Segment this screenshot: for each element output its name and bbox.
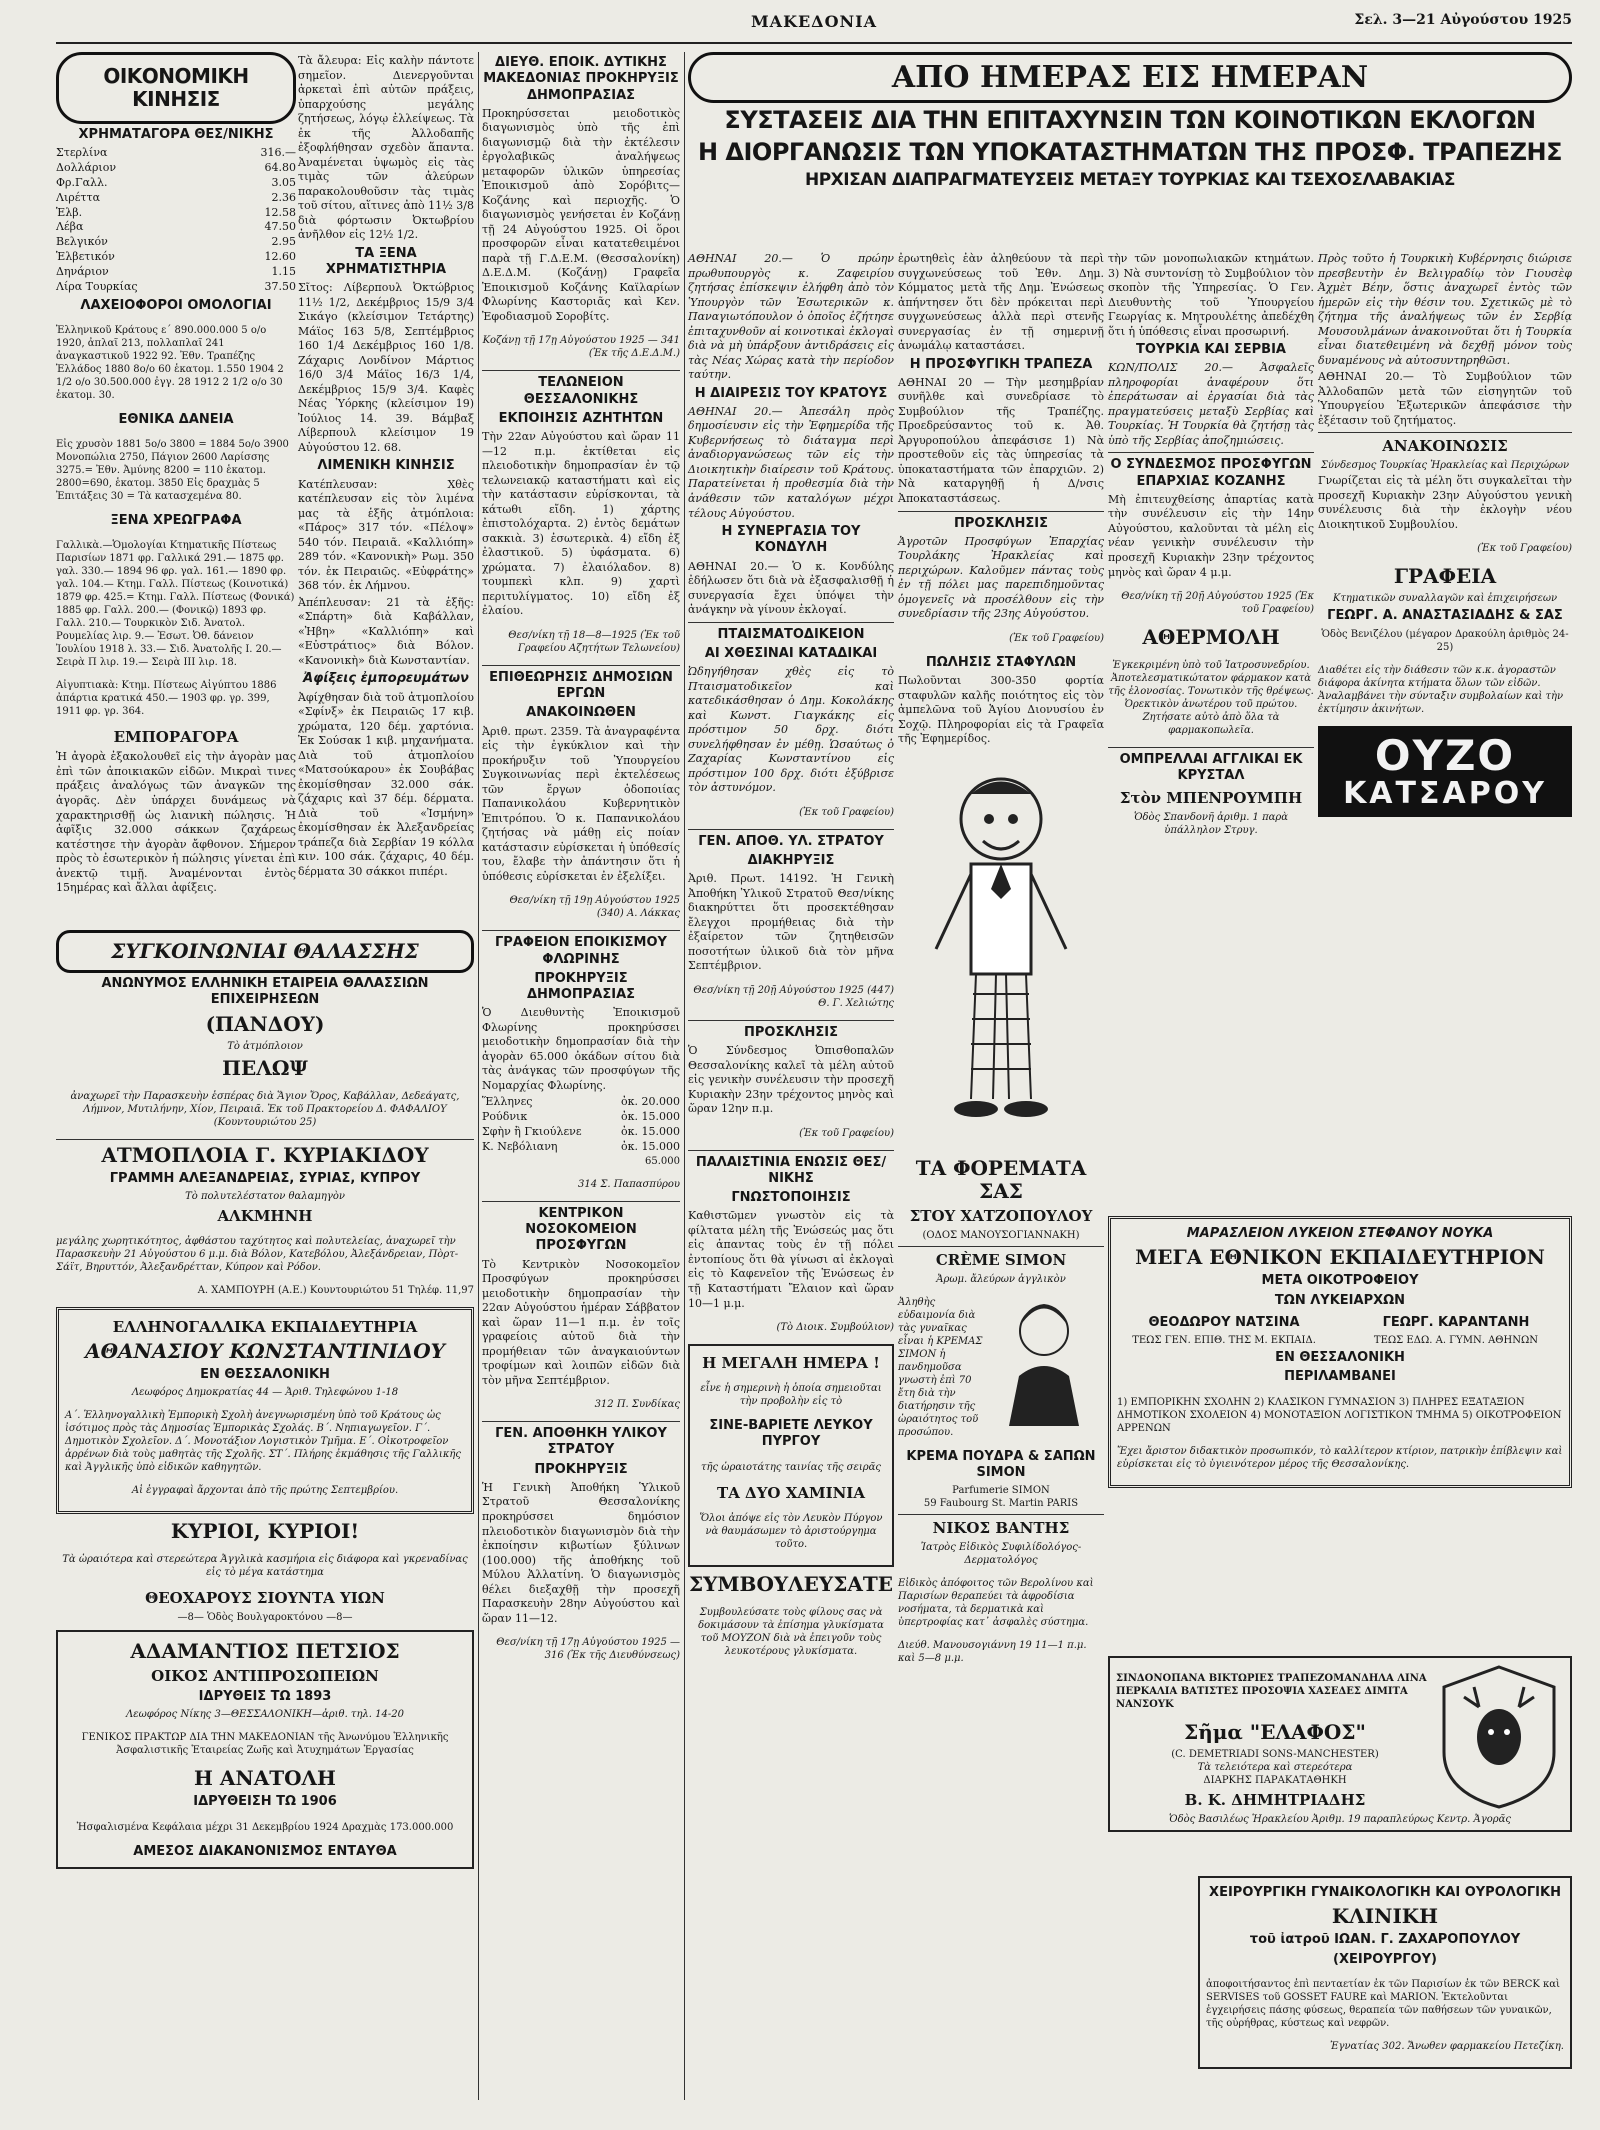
- turkey-text: Πρὸς τοῦτο ἡ Τουρκικὴ Κυβέρνησις διώρισε πρεσβευτὴν ἐν Βελιγραδίῳ τὸν Γιουσὲφ Ἀχμὲτ Βέην, ὅστις ἀναχωρεῖ ἐντὸς τῶν ἡμερῶν εἰς τὴν θέσιν του. Σχετικῶς μὲ τὸ ζήτημα τῆς ἀναλήψεως τῶν ἐν Σερβίᾳ Μουσουλμάνων ἀνακοινοῦται ὅτι ἡ Τουρκία εἶναι διατεθειμένη νὰ δεχθῇ μόνον τοὺς δυναμένους νὰ αὐτοσυντηρηθῶσι.: [1318, 252, 1572, 367]
- row-name: Ρούδνικ: [482, 1110, 528, 1124]
- umbrellas-shop: Στὸν ΜΠΕΝΡΟΥΜΠΗ: [1119, 788, 1303, 807]
- bonds-title: ΛΑΧΕΙΟΦΟΡΟΙ ΟΜΟΛΟΓΙΑΙ: [80, 297, 272, 313]
- elafos-address: Ὁδὸς Βασιλέως Ἡρακλείου Ἀριθμ. 19 παραπλεύρως Κεντρ. Ἀγορᾶς: [1169, 1814, 1511, 1825]
- cartoon-man-illustration: [898, 749, 1104, 1149]
- thermoli-title: ΑΘΕΡΜΟΛΗ: [1142, 625, 1280, 650]
- clinic-ad: [1198, 1876, 1572, 2069]
- row-value: 316.—: [260, 146, 296, 160]
- foreign-securities-title: ΞΕΝΑ ΧΡΕΩΓΡΑΦΑ: [110, 513, 242, 529]
- hospital-sign: 312 Π. Συνδίκας: [594, 1399, 680, 1411]
- table-row: [56, 206, 296, 221]
- pal-title: ΠΑΛΑΙΣΤΙΝΙΑ ΕΝΩΣΙΣ ΘΕΣ/ΝΙΚΗΣ: [695, 1154, 887, 1186]
- row-name: Δηνάριον: [56, 265, 109, 278]
- notices-sub: Σύνδεσμος Τουρκίας Ἡρακλείας καὶ Περιχώρων: [1320, 460, 1570, 472]
- ladies-sign: Θεσ/νίκη τῇ 20ῇ Αὐγούστου 1925 (Ἐκ τοῦ Γραφείου): [1121, 591, 1314, 616]
- pal-sub: ΓΝΩΣΤΟΠΟΙΗΣΙΣ: [731, 1190, 851, 1206]
- kyrioi-address: —8— Ὁδὸς Βουλγαροκτόνου —8—: [177, 1612, 353, 1623]
- umbrellas-address: Ὁδὸς Σπανδονῆ ἀριθμ. 1 παρὰ ὑπάλληλον Στρυγ.: [1133, 811, 1289, 836]
- army-sub: ΔΙΑΚΗΡΥΞΙΣ: [747, 852, 835, 868]
- shipping-title: ΣΥΓΚΟΙΝΩΝΙΑΙ ΘΑΛΑΣΣΗΣ: [111, 939, 419, 963]
- customs-text: Τὴν 22αν Αὐγούστου καὶ ὥραν 11—12 π.μ. ἐκτίθεται εἰς πλειοδοτικὴν δημοπρασίαν ἐν τῷ τελωνειακῷ καταστήματι καὶ εἰς τὴν κατάστασιν εὑρίσκονται, τὰ κάτωθι εἴδη. 1) χάρτης ἐπιστολόχαρτα. 2) ἐντὸς δεμάτων σακκιὰ. 3) ἐσωτερικὰ. 4) εἴδη ἐξ ἐλαστικοῦ. 5) ὑφάσματα. 6) χρώματα. 7) ἐλαιόλαδον. 8) τουμπεκὶ κλπ. 9) χαρτὶ περιτυλίγματος. 10) εἴδη ἐξ ἐλαίου.: [482, 430, 680, 618]
- marasleion-heads: ΤΩΝ ΛΥΚΕΙΑΡΧΩΝ: [1274, 1292, 1406, 1308]
- great-day-film: ΤΑ ΔΥΟ ΧΑΜΙΝΙΑ: [717, 1483, 865, 1502]
- headline-1: ΣΥΣΤΑΣΕΙΣ ΔΙΑ ΤΗΝ ΕΠΙΤΑΧΥΝΣΙΝ ΤΩΝ ΚΟΙΝΟΤΙΚΩΝ ΕΚΛΟΓΩΝ: [724, 106, 1536, 134]
- row-name: Λίρα Τουρκίας: [56, 279, 138, 293]
- states-title: Η ΔΙΑΙΡΕΣΙΣ ΤΟΥ ΚΡΑΤΟΥΣ: [694, 385, 888, 401]
- invite2-text: Ἀγροτῶν Προσφύγων Ἐπαρχίας Τουρλάκης Ἠρακλείας καὶ περιχώρων. Καλοῦμεν πάντας τοὺς ἐν τῇ πόλει μας παρεπιδημοῦντας ὁμογενεῖς νὰ προσέλθουν εἰς τὴν συνεδρίασιν τῆς 23ης Αὐγούστου.: [898, 534, 1104, 621]
- school-city: ΕΝ ΘΕΣΣΑΛΟΝΙΚΗ: [200, 1366, 330, 1382]
- table-row: [56, 250, 296, 265]
- marasleion-includes: ΠΕΡΙΛΑΜΒΑΝΕΙ: [1284, 1369, 1396, 1385]
- thermoli-text: Ἐγκεκριμένη ὑπὸ τοῦ Ἰατροσυνεδρίου. Ἀποτελεσματικώτατον φάρμακον κατὰ τῆς ἑλονοσίας. Τονωτικὸν τῆς θρέψεως. Ὀρεκτικὸν ἀνωτέρου τοῦ πρώτου. Ζητήσατε αὐτὸ ἀπὸ ὅλα τὰ φαρμακοπωλεῖα.: [1108, 660, 1314, 737]
- ouzo-ad: [1318, 726, 1572, 818]
- konayan-title: Η ΣΥΝΕΡΓΑΣΙΑ ΤΟΥ ΚΟΝΔΥΛΗ: [721, 524, 861, 556]
- row-name: Στερλίνα: [56, 146, 108, 160]
- petsios-company: Η ΑΝΑΤΟΛΗ: [194, 1766, 336, 1791]
- ktimatikon-sub: Κτηματικῶν συναλλαγῶν καὶ ἐπιχειρήσεων: [1332, 593, 1558, 605]
- creme-address: 59 Faubourg St. Martin PARIS: [923, 1498, 1079, 1510]
- elafos-slogan: Τὰ τελειότερα καὶ στερεότερα: [1197, 1762, 1353, 1773]
- vantis-text: Εἰδικὸς ἀπόφοιτος τῶν Βερολίνου καὶ Παρισίων θεραπεύει τὰ ἀφροδίσια νοσήματα, τὰ δερματικὰ καὶ ὑπερτροφίας κατ᾽ ἀσφαλὲς σύστημα.: [898, 1578, 1094, 1629]
- creme-title: CRÈME SIMON: [935, 1250, 1067, 1269]
- vantis-title: ΝΙΚΟΣ ΒΑΝΤΗΣ: [932, 1519, 1070, 1538]
- vantis-address: Διεύθ. Μανουσογιάννη 19 11—1 π.μ. καὶ 5—8 μ.μ.: [898, 1640, 1087, 1665]
- ladies-text: Μὴ ἐπιτευχθείσης ἀπαρτίας κατὰ τὴν συνέλευσιν εἰς τὴν 14ην Αὐγούστου, καλοῦνται τὰ μέλη εἰς νέαν γενικὴν συνέλευσιν τὴν προσεχῆ Κυριακὴν 23ην τρέχοντος μηνὸς καὶ ὥραν 4 μ.μ.: [1108, 492, 1314, 579]
- creme-parfumerie: Parfumerie SIMON: [952, 1485, 1050, 1497]
- florina-title: ΓΡΑΦΕΙΟΝ ΕΠΟΙΚΙΣΜΟΥ ΦΛΩΡΙΝΗΣ: [495, 935, 667, 967]
- row-value: 3.05: [271, 175, 296, 189]
- ouzo-line2: ΚΑΤΣΑΡΟΥ: [1343, 775, 1547, 811]
- petsios-text: ΓΕΝΙΚΟΣ ΠΡΑΚΤΩΡ ΔΙΑ ΤΗΝ ΜΑΚΕΔΟΝΙΑΝ τῆς Ἀνωνύμου Ἑλληνικῆς Ἀσφαλιστικῆς Ἑταιρείας Ζωῆς καὶ Ἀτυχημάτων Ἐργασίας: [81, 1732, 449, 1757]
- kyrioi-text: Τὰ ὡραιότερα καὶ στερεώτερα Ἀγγλικὰ κασμήρια εἰς διάφορα καὶ γκρεναδίνας εἰς τὸ μέγα κατάστημα: [62, 1554, 468, 1578]
- row-value: 12.58: [264, 205, 296, 219]
- supply-text: Ἡ Γενικὴ Ἀποθήκη Ὑλικοῦ Στρατοῦ Θεσσαλονίκης προκηρύσσει δημόσιον πλειοδοτικὸν διαγωνισμὸν διὰ τὴν ἐκποίησιν κιβωτίων ξύλινων (100.000) τῆς ἀποθήκης τοῦ Μύλου Ἀλλατίνη. Ὁ διαγωνισμὸς θέλει διεξαχθῇ τὴν προσεχῆ Παρασκευὴν 28ην Αὐγούστου καὶ ὥραν 11—12.: [482, 1480, 680, 1625]
- florina-total: 65.000: [645, 1155, 680, 1167]
- great-day-title: Η ΜΕΓΑΛΗ ΗΜΕΡΑ !: [702, 1354, 880, 1373]
- petsios-ad: [56, 1630, 474, 1869]
- tailors-sub: ΑΙ ΧΘΕΣΙΝΑΙ ΚΑΤΑΔΙΚΑΙ: [704, 645, 878, 661]
- row-value: 2.36: [271, 190, 296, 204]
- kyriakidou-line: ΓΡΑΜΜΗ ΑΛΕΞΑΝΔΡΕΙΑΣ, ΣΥΡΙΑΣ, ΚΥΠΡΟΥ: [109, 1170, 421, 1186]
- dresses-title: ΤΑ ΦΟΡΕΜΑΤΑ ΣΑΣ: [915, 1155, 1087, 1203]
- marasleion-head2: ΓΕΩΡΓ. ΚΑΡΑΝΤΑΝΗ: [1382, 1314, 1530, 1330]
- customs-sign: Θεσ/νίκη τῇ 18—8—1925 (Ἐκ τοῦ Γραφείου Αζητήτων Τελωνείου): [508, 629, 680, 654]
- pandou-text: ἀναχωρεῖ τὴν Παρασκευὴν ἑσπέρας διὰ Ἅγιον Ὄρος, Καβάλλαν, Δεδεάγατς, Λήμνον, Μυτιλήνην, Χίον, Πειραιᾶ. Ἐκ τοῦ Πρακτορείου Δ. ΦΑΦΑΛΙΟΥ (Κουντουριώτου 25): [70, 1090, 460, 1128]
- flour-text: Τὰ ἄλευρα: Εἰς καλὴν πάντοτε σημεῖον. Διενεργοῦνται ἀρκεταὶ ἐπὶ αὐτῶν πράξεις, ὑπαρχούσης μεγάλης ζητήσεως, λόγῳ ἐλλείψεως. Τὰ ἐκ τῆς Ἀλλοδαπῆς ἐξοφλήθησαν σχεδὸν ἅπαντα. Ἀναμένεται ὑψωμὸς εἰς τὰς τιμὰς τῶν ἀλεύρων παρακολουθοῦσιν τὰς τιμὰς τοῦ σίτου, αἵτινες ἀπὸ 11½ 3/8 διὰ φόρτωσιν Ὀκτωβρίου ἀνῆλθον εἰς 12½ 1/2.: [298, 54, 474, 242]
- school-address: Λεωφόρος Δημοκρατίας 44 — Ἀριθ. Τηλεφώνου 1-18: [131, 1387, 399, 1398]
- row-value: 47.50: [264, 220, 296, 234]
- tender-title: ΔΙΕΥΘ. ΕΠΟΙΚ. ΔΥΤΙΚΗΣ ΜΑΚΕΔΟΝΙΑΣ ΠΡΟΚΗΡΥΞΙΣ ΔΗΜΟΠΡΑΣΙΑΣ: [483, 55, 679, 103]
- elafos-brand: Σῆμα "ΕΛΑΦΟΣ": [1184, 1720, 1366, 1744]
- masthead-title: ΜΑΚΕΔΟΝΙΑ: [750, 12, 878, 31]
- marasleion-head1: ΘΕΟΔΩΡΟΥ ΝΑΤΣΙΝΑ: [1148, 1314, 1300, 1330]
- petsios-company-founded: ΙΔΡΥΘΕΙΣΗ ΤΩ 1906: [193, 1794, 337, 1810]
- row-value: 2.95: [271, 235, 296, 249]
- school-footer: Αἱ ἐγγραφαὶ ἄρχονται ἀπὸ τῆς πρώτης Σεπτεμβρίου.: [131, 1485, 399, 1496]
- elafos-company: (C. DEMETRIADI SONS-MANCHESTER): [1171, 1749, 1379, 1760]
- marasleion-city: ΕΝ ΘΕΣΣΑΛΟΝΙΚΗ: [1275, 1350, 1405, 1365]
- pal-text: Καθιστῶμεν γνωστὸν εἰς τὰ φίλτατα μέλη τῆς Ἑνώσεώς μας ὅτι εἰς ἀπαντας τοὺς ἐν τῇ πόλει ἐντοπίους ὅτι θὰ γίνωσι αἱ ἐκλογαὶ εἰς τὸ Καφενεῖον τῆς Ἑνώσεως ἐν τῇ Καταστήματι Ἔλαιον καὶ ὥραν 10—1 μ.μ.: [688, 1209, 894, 1310]
- tailors-sign: (Ἐκ τοῦ Γραφείου): [799, 806, 894, 818]
- loans-title: ΕΘΝΙΚΑ ΔΑΝΕΙΑ: [118, 411, 234, 427]
- headline-3: ΗΡΧΙΣΑΝ ΔΙΑΠΡΑΓΜΑΤΕΥΣΕΙΣ ΜΕΤΑΞΥ ΤΟΥΡΚΙΑΣ ΚΑΙ ΤΣΕΧΟΣΛΑΒΑΚΙΑΣ: [804, 170, 1456, 191]
- customs-sub: ΕΚΠΟΙΗΣΙΣ ΑΖΗΤΗΤΩΝ: [498, 410, 664, 426]
- row-name: Λιρέττα: [56, 190, 101, 204]
- school-text: Α΄. Ἑλληνογαλλικὴ Ἐμπορικὴ Σχολὴ ἀνεγνωρισμένη ὑπὸ τοῦ Κράτους ὡς ἰσότιμος πρὸς τὰς Δημοσίας Ἐμπορικὰς Σχολάς. Β΄. Νηπιαγωγεῖον. Γ΄. Δημοτικὸν Σχολεῖον. Δ΄. Μονοτάξιον Λογιστικὸν Τμῆμα. Ε΄. Οἰκοτροφεῖον ἀρρένων διὰ τοὺς μαθητὰς τῆς Σχολῆς. ΣΤ΄. Πλήρης ἐκμάθησις τῆς Γαλλικῆς καὶ Ἀγγλικῆς ὑπὸ εἰδικῶν καθηγητῶν.: [65, 1410, 461, 1473]
- shipping-banner: [56, 930, 474, 973]
- petsios-sub: ΟΙΚΟΣ ΑΝΤΙΠΡΟΣΩΠΕΙΩΝ: [151, 1667, 379, 1685]
- lead-text-3: τὴν τῶν μονοπωλιακῶν κτημάτων. 3) Νὰ συντονίσῃ τὸ Συμβούλιον τὸν σκοπὸν τῆς Ὑπηρεσίας. Ὁ Γεν. Διευθυντὴς τοῦ Ὑπουργείου Γεωργίας κ. Μητρουλέτης ἀπεδέχθη ὅτι ἡ ὑπόθεσις εἶναι προσωρινή.: [1108, 252, 1314, 338]
- ktimatikon-name: ΓΕΩΡΓ. Α. ΑΝΑΣΤΑΣΙΑΔΗΣ & ΣΑΣ: [1327, 608, 1563, 624]
- florina-text: Ὁ Διευθυντὴς Ἐποικισμοῦ Φλωρίνης προκηρύσσει μειοδοτικὴν δημοπρασίαν διὰ τὴν ἀγορὰν 65.000 ὀκάδων σίτου διὰ τὰς ἀνάγκας τῶν προσφύγων τῆς Νομαρχίας Φλωρίνης.: [482, 1006, 680, 1092]
- hospital-text: Τὸ Κεντρικὸν Νοσοκομεῖον Προσφύγων προκηρύσσει μειοδοτικὴν δημοπρασίαν τὴν 22αν Αὐγούστου ἡμέραν Σάββατον καὶ ὥραν 11—1 π.μ. ἐν τοῖς γραφείοις αὐτοῦ διὰ τὴν προμήθειαν τῶν ἀναγκαιούντων τροφίμων καὶ λοιπῶν εἰδῶν διὰ τὸν μῆνα Σεπτέμβριον.: [482, 1257, 680, 1387]
- tailors-text: Ὠδηγήθησαν χθὲς εἰς τὸ Πταισματοδικεῖον καὶ κατεδικάσθησαν ὁ Δημ. Κοκολάκης καὶ Κωνστ. Γιαγκάκης εἰς πρόστιμον 50 δρχ. διότι συνελήφθησαν ἐν μέθῃ. Ὡσαύτως ὁ Ζαχαρίας Κωνσταντίνου εἰς πρόστιμον 100 δρχ. διότι ἐξύβρισε τὸν ἀστυνόμον.: [688, 665, 894, 795]
- table-row: [482, 1110, 680, 1125]
- main-column-d: [1318, 250, 1572, 1210]
- marasleion-head1-sub: ΤΕΩΣ ΓΕΝ. ΕΠΙΘ. ΤΗΣ Μ. ΕΚΠΑΙΔ.: [1132, 1335, 1316, 1346]
- ktimatikon-text: Διαθέτει εἰς τὴν διάθεσιν τῶν κ.κ. ἀγοραστῶν διάφορα ἀκίνητα κτήματα ὅλων τῶν εἰδῶν. Ἀναλαμβάνει τὴν σύνταξιν συμβολαίων καὶ τὴν ἐκτίμησιν ἀκινήτων.: [1318, 664, 1564, 715]
- creme-sub: Ἀρωμ. ἄλεύρων ἀγγλικὸν: [936, 1273, 1066, 1285]
- imports-title: Ἀφίξεις ἐμπορευμάτων: [303, 671, 469, 687]
- tender-text: Προκηρύσσεται μειοδοτικὸς διαγωνισμὸς ὑπὸ τῆς ἐπὶ διαγωνισμῷ διὰ τὴν ἐκτέλεσιν ἐργολαβικῶς ἀναλήψεως μεταφορῶν ὑλικῶν ὑπηρεσίας Ἐποικισμοῦ ἀπὸ Σορόβιτς—Κοζάνης καὶ περιοχῆς. Ὁ διαγωνισμὸς γενήσεται ἐν Κοζάνῃ τῇ 24 Αὐγούστου 1925. Οἱ ὅροι προσφορῶν εἶναι κατατεθειμένοι παρὰ τῇ Γ.Δ.Ε.Μ. (Θεσσαλονίκη) Δ.Ε.Δ.Μ. (Κοζάνῃ) Γραφεῖα Ἐποικισμοῦ Κοζάνης Καϊλαρίων Φλωρίνης Καστοριᾶς καὶ Κεν. Ἐφοδιασμοῦ Σοροβίτς.: [482, 106, 680, 323]
- petsios-footer: ΑΜΕΣΟΣ ΔΙΑΚΑΝΟΝΙΣΜΟΣ ΕΝΤΑΥΘΑ: [133, 1843, 397, 1859]
- main-column-a: [688, 250, 894, 2050]
- shipping-ads: [56, 930, 474, 2100]
- marasleion-title: ΜΑΡΑΣΛΕΙΟΝ ΛΥΚΕΙΟΝ ΣΤΕΦΑΝΟΥ ΝΟΥΚΑ: [1186, 1226, 1494, 1241]
- notices-sign: (Ἐκ τοῦ Γραφείου): [1477, 543, 1572, 555]
- masthead-date: Σελ. 3—21 Αὐγούστου 1925: [1354, 12, 1572, 28]
- table-row: [56, 265, 296, 280]
- umbrellas-title: ΟΜΠΡΕΛΛΑΙ ΑΓΓΛΙΚΑΙ ΕΚ ΚΡΥΣΤΑΛ: [1119, 752, 1303, 784]
- row-name: Βελγικόν: [56, 235, 108, 249]
- great-day-text2: τῆς ὡραιοτάτης ταινίας τῆς σειρᾶς: [700, 1461, 881, 1473]
- column-divider: [478, 52, 479, 2100]
- marasleion-text: Ἔχει ἄριστον διδακτικὸν προσωπικόν, τὸ καλλίτερον κτίριον, πατρικὴν ἐπίβλεψιν καὶ εὑρίσκεται εἰς τὸ ὑγιεινότερον μέρος τῆς Θεσσαλονίκης.: [1117, 1445, 1563, 1470]
- lead-text: ΑΘΗΝΑΙ 20.— Ὁ πρώην πρωθυπουργὸς κ. Ζαφειρίου ζητήσας ἐπίσκεψιν ἐλήφθη ἀπὸ τὸν Ὑπουργὸν τῶν Ἐσωτερικῶν κ. Παναγιωτόπουλον ὁ ὁποῖος ἐζήτησε ἐπιταχυνθοῦν αἱ κοινοτικαὶ ἐκλογαὶ διὰ νὰ μὴ ὑπάρξουν ἀντιδράσεις εἰς τὰς Νέας Χώρας κατὰ τὴν περίοδον ταύτην.: [688, 252, 894, 382]
- notices-text: Γνωρίζεται εἰς τὰ μέλη ὅτι συγκαλεῖται τὴν προσεχῆ Κυριακὴν 23ην Αὐγούστου γενικὴ συνέλευσις διὰ τὴν ἐκλογὴν νέου Διοικητικοῦ Συμβουλίου.: [1318, 474, 1572, 531]
- main-column-b: [898, 250, 1104, 2050]
- row-name: Ἑλβ.: [56, 205, 83, 219]
- clinic-title: ΧΕΙΡΟΥΡΓΙΚΗ ΓΥΝΑΙΚΟΛΟΓΙΚΗ ΚΑΙ ΟΥΡΟΛΟΓΙΚΗ: [1209, 1885, 1561, 1900]
- row-value: 12.60: [264, 250, 296, 264]
- departures-text: Ἀπέπλευσαν: 21 τὰ ἑξῆς: «Σπάρτη» διὰ Καβάλλαν, «Ἠβη» «Καλλιόπη» καὶ «Εὐστράτιος» διὰ Βόλον. «Κανονικὴ» διὰ Κωνσταντίαν.: [298, 595, 474, 667]
- deer-seal-icon: [1434, 1662, 1564, 1812]
- clinic-doctor: τοῦ ἰατροῦ ΙΩΑΝ. Γ. ΖΑΧΑΡΟΠΟΥΛΟΥ: [1249, 1932, 1521, 1948]
- tender-sign: Κοζάνῃ τῇ 17ῃ Αὐγούστου 1925 — 341 (Ἐκ τῆς Δ.Ε.Δ.Μ.): [482, 335, 680, 360]
- row-value: ὀκ. 15.000: [621, 1125, 680, 1139]
- main-banner-title: ΑΠΟ ΗΜΕΡΑΣ ΕΙΣ ΗΜΕΡΑΝ: [891, 60, 1369, 95]
- invite2-sign: (Ἐκ τοῦ Γραφείου): [1009, 632, 1104, 644]
- port-title: ΛΙΜΕΝΙΚΗ ΚΙΝΗΣΙΣ: [317, 458, 455, 474]
- supply-sub: ΠΡΟΚΗΡΥΞΙΣ: [534, 1461, 628, 1477]
- exchange-title: ΧΡΗΜΑΤΑΓΟΡΑ ΘΕΣ/ΝΙΚΗΣ: [78, 127, 274, 142]
- vantis-sub: Ἰατρὸς Εἰδικὸς Συφιλίδολόγος-Δερματολόγος: [920, 1542, 1082, 1567]
- marasleion-head2-sub: ΤΕΩΣ ΕΔΩ. Α. ΓΥΜΝ. ΑΘΗΝΩΝ: [1373, 1335, 1538, 1346]
- masthead: [56, 12, 1572, 34]
- row-name: Φρ.Γαλλ.: [56, 175, 108, 189]
- lead-text-2: ἐρωτηθεὶς ἐὰν ἀληθεύουν τὰ περὶ συγχωνεύσεως τοῦ Ἐθν. Δημ. Κόμματος μετὰ τῆς Δημ. Ἑνώσεως ἀπήντησεν ὅτι δὲν πρόκειται περὶ συγχωνεύσεως ἀλλὰ περὶ στενῆς συνεργασίας ἐν τῇ σημερινῇ ἀνωμάλῳ καταστάσει.: [898, 252, 1104, 353]
- elafos-rep: Β. Κ. ΔΗΜΗΤΡΙΑΔΗΣ: [1184, 1791, 1366, 1809]
- row-name: Ἕλληνες: [482, 1095, 533, 1109]
- ladies-title: Ο ΣΥΝΔΕΣΜΟΣ ΠΡΟΣΦΥΓΩΝ ΕΠΑΡΧΙΑΣ ΚΟΖΑΝΗΣ: [1110, 457, 1312, 489]
- column-divider: [684, 52, 685, 2100]
- petsios-name: ΑΔΑΜΑΝΤΙΟΣ ΠΕΤΣΙΟΣ: [130, 1639, 400, 1663]
- imports-text: Ἀφίχθησαν διὰ τοῦ ἀτμοπλοίου «Σφίνξ» ἐκ Πειραιῶς 17 κιβ. χρώματα, 120 δέμ. χαρτόνια. Ἐκ Σούσακ 1 κιβ. μηχανήματα. Διὰ τοῦ ἀτμοπλοίου «Ματσούκαρου» ἐκ Σουβάβας ἐκομίσθησαν 32.000 σάκ. ζάχαρις καὶ 37 δέμ. δέρματα. Διὰ τοῦ «Ἰσμήνη» ἐκομίσθησαν ἐκ Ἀλεξανδρείας τράπεζα διὰ Σερβίαν 19 κόλλα κιν. 100 σάκ. ζάχαρις, 40 δέμ. δέρματα 30 σάκκοι πιπέρι.: [298, 690, 474, 878]
- serbia-title: ΤΟΥΡΚΙΑ ΚΑΙ ΣΕΡΒΙΑ: [1136, 342, 1286, 358]
- great-day-text3: Ὅλοι ἀπόψε εἰς τὸν Λευκὸν Πύργον νὰ θαυμάσωμεν τὸ ἀριστούργημα τοῦτο.: [699, 1512, 883, 1550]
- dresses-address: (ΟΔΟΣ ΜΑΝΟΥΣΟΓΙΑΝΝΑΚΗ): [922, 1229, 1080, 1241]
- row-name: Σφὴν ἢ Γκιούλενε: [482, 1125, 582, 1139]
- works-title: ΕΠΙΘΕΩΡΗΣΙΣ ΔΗΜΟΣΙΩΝ ΕΡΓΩΝ: [489, 669, 673, 702]
- loans-text: Εἰς χρυσὸν 1881 5ο/ο 3800 = 1884 5ο/ο 3900 Μονοπώλια 2750, Πάγιον 2600 Λαρίσσης 3275.= Ἐθν. Ἀμύνης 8200 = 110 ἑκατομ. 2800=690, ἑκατομ. 3850 Εἰς δραχμὰς 5 Ἐπιτάξεις 30 = Τὰ κατασχεμένα 80.: [56, 439, 289, 503]
- column-tenders: [482, 52, 680, 2102]
- egypt-securities-text: Αἰγυπτιακὰ: Κτημ. Πίστεως Αἰγύπτου 1886 ἀπάρτια κρατικά 450.— 1903 φρ. γρ. 399, 1911 φρ. γρ. 364.: [56, 680, 277, 718]
- creme-agent: ΚΡΕΜΑ ΠΟΥΔΡΑ & ΣΑΠΩΝ SIMON: [906, 1448, 1096, 1480]
- table-row: [56, 146, 296, 161]
- kyriakidou-agent: Α. ΧΑΜΠΟΥΡΗ (Α.Ε.) Κουντουριώτου 51 Τηλέφ. 11,97: [197, 1284, 474, 1296]
- commerce-text: Ἡ ἀγορὰ ἐξακολουθεῖ εἰς τὴν ἀγορὰν μας ἐπὶ τῶν ἀποικιακῶν εἰδῶν. Μικραὶ τινες πράξεις ἀναλόγως τῶν ἀναγκῶν της ἀγορᾶς. Δὲν ὑπάρχει δυνάμεως νὰ χαρακτηρισθῇ ὡς λιανικὴ πώλησις. Ἡ ἀφῖξις 32.000 σάκκων ζαχάρεως κατέστησε τὴν ἀγορὰν ἄφθονον. Σήμερον πρὸς τὸ ἐσωτερικὸν ἡ πώλησις γίνεται ἐπὶ ἀνεκτῷ τιμῇ. Ἀναμένονται ἐντὸς 15ημέρας καὶ ἄλλαι ἀφίξεις.: [56, 750, 296, 895]
- port-text: Κατέπλευσαν: Χθὲς κατέπλευσαν εἰς τὸν λιμένα μας τὰ ἑξῆς ἀτμόπλοια: «Πάρος» 317 τόν. «Πέλοψ» 540 τόν. Πειραιᾶ. «Καλλιόπη» 289 τόν. «Κανονικὴ» Ρωμ. 350 τόν. ἐκ Πειραιῶς. «Εὐφράτης» 368 τόν. ἐκ Λήμνου.: [298, 477, 474, 593]
- pal-sign: (Τὸ Διοικ. Συμβούλιον): [776, 1322, 894, 1334]
- elafos-products: ΣΙΝΔΟΝΟΠΑΝΑ ΒΙΚΤΩΡΙΕΣ ΤΡΑΠΕΖΟΜΑΝΔΗΛΑ ΛΙΝΑ ΠΕΡΚΑΛΙΑ ΒΑΤΙΣΤΕΣ ΠΡΟΣΟΨΙΑ ΧΑΣΕΔΕΣ ΔΙΜΙΤΑ ΝΑΝΣΟΥΚ: [1116, 1673, 1427, 1710]
- kyriakidou-title: ΑΤΜΟΠΛΟΙΑ Γ. ΚΥΡΙΑΚΙΔΟΥ: [101, 1142, 429, 1167]
- table-row: [56, 161, 296, 176]
- pandou-title: ΑΝΩΝΥΜΟΣ ΕΛΛΗΝΙΚΗ ΕΤΑΙΡΕΙΑ ΘΑΛΑΣΣΙΩΝ ΕΠΙΧΕΙΡΗΣΕΩΝ: [101, 976, 429, 1008]
- petsios-address: Λεωφόρος Νίκης 3—ΘΕΣΣΑΛΟΝΙΚΗ—ἀριθ. τηλ. 14-20: [126, 1709, 404, 1721]
- row-name: Δολλάριον: [56, 161, 117, 175]
- florina-sign: 314 Σ. Παπασπύρου: [578, 1178, 680, 1190]
- marasleion-sub: ΜΕΤΑ ΟΙΚΟΤΡΟΦΕΙΟΥ: [1261, 1273, 1419, 1289]
- headline-2: Η ΔΙΟΡΓΑΝΩΣΙΣ ΤΩΝ ΥΠΟΚΑΤΑΣΤΗΜΑΤΩΝ ΤΗΣ ΠΡΟΣΦ. ΤΡΑΠΕΖΗΣ: [697, 137, 1563, 166]
- notices-title: ΑΝΑΚΟΙΝΩΣΙΣ: [1382, 437, 1508, 456]
- school-ad: [56, 1307, 474, 1514]
- serbia-text: ΚΩΝ/ΠΟΛΙΣ 20.— Ἀσφαλεῖς πληροφορίαι ἀναφέρουν ὅτι ἐπεράτωσαν αἱ ἐργασίαι διὰ τὰς πραγματεύσεις μεταξὺ Σερβίας καὶ Τουρκίας. Ἡ Τουρκία θὰ ζητήσῃ τὰς ὑπὸ τῆς Σερβίας ἀποζημιώσεις.: [1108, 361, 1314, 447]
- dresses-sub: ΣΤΟΥ ΧΑΤΖΟΠΟΥΛΟΥ: [909, 1206, 1093, 1225]
- commerce-title: ΕΜΠΟΡΑΓΟΡΑ: [113, 728, 239, 747]
- marasleion-ad: [1108, 1216, 1572, 1488]
- invite-sign: (Ἐκ τοῦ Γραφείου): [799, 1127, 894, 1139]
- pandou-ship: ΠΕΛΩΨ: [222, 1055, 308, 1080]
- kyriakidou-text: μεγάλης χωρητικότητος, ἀφθάστου ταχύτητος καὶ πολυτελείας, ἀναχωρεῖ τὴν Παρασκευὴν 21 Αὐγούστου 6 μ.μ. διὰ Βόλον, Κατεβόλου, Ἀλεξάνδρειαν, Πὸρτ-Σάϊτ, Βηρυττόν, Ἀλεξανδρέτταν, Κύπρον καὶ Ρόδον.: [56, 1235, 459, 1273]
- economy-banner: [56, 52, 296, 124]
- supply-sign: Θεσ/νίκη τῇ 17ῃ Αὐγούστου 1925 — 316 (Ἐκ τῆς Διευθύνσεως): [496, 1637, 680, 1662]
- marasleion-name: ΜΕΓΑ ΕΘΝΙΚΟΝ ΕΚΠΑΙΔΕΥΤΗΡΙΟΝ: [1135, 1245, 1545, 1270]
- kyriakidou-ship-label: Τὸ πολυτελέστατον θαλαμηγὸν: [185, 1190, 345, 1202]
- creme-text: Ἀληθὴς εὐδαιμονία διὰ τὰς γυναῖκας εἶναι ἡ ΚΡΕΜΑΣ ΣΙΜΟΝ ἡ πανδημοῦσα γνωστὴ ἐπὶ 70 ἔτη διὰ τὴν διατήρησιν τῆς ὡραιότητος τοῦ προσώπου.: [898, 1296, 983, 1438]
- army-title: ΓΕΝ. ΑΠΟΘ. ΥΛ. ΣΤΡΑΤΟΥ: [698, 833, 884, 849]
- table-row: [482, 1140, 680, 1155]
- petsios-founded: ΙΔΡΥΘΕΙΣ ΤΩ 1893: [198, 1689, 332, 1704]
- advise-title: ΣΥΜΒΟΥΛΕΥΣΑΤΕ: [689, 1571, 893, 1596]
- athens-text: ΑΘΗΝΑΙ 20.— Τὸ Συμβούλιον τῶν Ἀλλοδαπῶν μετὰ τῶν εἰσηγητῶν τοῦ Ὑπουργείου Ἐξωτερικῶν ἀπεφάσισε τὴν ἐξέτασιν τοῦ ζητήματος.: [1318, 370, 1572, 427]
- ouzo-line1: ΟΥΖΟ: [1374, 730, 1516, 780]
- petsios-capital: Ἠσφαλισμένα Κεφάλαια μέχρι 31 Δεκεμβρίου 1924 Δραχμὰς 173.000.000: [76, 1821, 454, 1833]
- bonds-text: Ἑλληνικοῦ Κράτους ε΄ 890.000.000 5 ο/ο 1920, ἀπλαῖ 213, πολλαπλαῖ 241 ἀναγκαστικοῦ 1922 92. Ἐθν. Τραπέζης Ἑλλάδος 1880 8ο/ο 60 ἑκατομ. 1.550 1904 2 1/2 ο/ο 30.500.000 ἐγγ. 28 1912 2 1/2 ο/ο 30 ἑκατομ. 30.: [56, 324, 284, 401]
- clinic-address: Ἐγνατίας 302. Ἄνωθεν φαρμακείου Πετεζίκη.: [1329, 2040, 1564, 2052]
- row-value: 64.80: [264, 161, 296, 175]
- supply-title: ΓΕΝ. ΑΠΟΘΗΚΗ ΥΛΙΚΟΥ ΣΤΡΑΤΟΥ: [495, 1426, 667, 1458]
- row-value: ὀκ. 20.000: [621, 1095, 680, 1109]
- exchange-rates-table: [56, 146, 296, 294]
- row-value: 37.50: [264, 279, 296, 293]
- main-banner: [688, 52, 1572, 103]
- hospital-title: ΚΕΝΤΡΙΚΟΝ ΝΟΣΟΚΟΜΕΙΟΝ ΠΡΟΣΦΥΓΩΝ: [525, 1205, 637, 1254]
- pandou-name: (ΠΑΝΔΟΥ): [205, 1011, 325, 1036]
- row-value: 1.15: [271, 265, 296, 278]
- florina-sub: ΠΡΟΚΗΡΥΞΙΣ ΔΗΜΟΠΡΑΣΙΑΣ: [526, 970, 636, 1003]
- economy-title: ΟΙΚΟΝΟΜΙΚΗ ΚΙΝΗΣΙΣ: [103, 64, 249, 111]
- ktimatikon-title: ΓΡΑΦΕΙΑ: [1393, 564, 1497, 589]
- kyrioi-title: ΚΥΡΙΟΙ, ΚΥΡΙΟΙ!: [170, 1519, 360, 1543]
- great-day-cinema: ΣΙΝΕ-ΒΑΡΙΕΤΕ ΛΕΥΚΟΥ ΠΥΡΓΟΥ: [709, 1418, 873, 1450]
- elafos-rep-label: ΔΙΑΡΚΗΣ ΠΑΡΑΚΑΤΑΘΗΚΗ: [1203, 1775, 1347, 1786]
- table-row: [56, 191, 296, 206]
- clinic-text: ἀποφοιτήσαντος ἐπὶ πενταετίαν ἐκ τῶν Παρισίων ἐκ τῶν BERCK καὶ SERVISES τοῦ GOSSET FAURE καὶ MARION. Ἐκτελοῦνται ἐγχειρήσεις πάσης φύσεως, θεραπεία τῶν παθήσεων τῶν γυναικῶν, τῆς οὐρήθρας, κύστεως καὶ νεφρῶν.: [1206, 1978, 1560, 2029]
- table-row: [56, 235, 296, 250]
- works-sign: Θεσ/νίκη τῇ 19ῃ Αὐγούστου 1925 (340) Α. Λάκκας: [509, 895, 680, 920]
- works-sub: ΑΝΑΚΟΙΝΩΘΕΝ: [526, 705, 636, 721]
- foreign-exchanges-title: ΤΑ ΞΕΝΑ ΧΡΗΜΑΤΙΣΤΗΡΙΑ: [325, 245, 447, 277]
- customs-title: ΤΕΛΩΝΕΙΟΝ ΘΕΣΣΑΛΟΝΙΚΗΣ: [523, 375, 639, 407]
- marasleion-ad-wrap: [1108, 1210, 1572, 1470]
- florina-table: [482, 1095, 680, 1154]
- table-row: [482, 1095, 680, 1110]
- row-name: Λέβα: [56, 220, 84, 234]
- clinic-name: ΚΛΙΝΙΚΗ: [1331, 1904, 1439, 1929]
- invite-title: ΠΡΟΣΚΛΗΣΙΣ: [744, 1024, 838, 1040]
- school-name: ΑΘΑΝΑΣΙΟΥ ΚΩΝΣΤΑΝΤΙΝΙΔΟΥ: [85, 1338, 445, 1363]
- ktimatikon-address: Ὁδὸς Βενιζέλου (μέγαρον Δρακούλη ἀριθμὸς 24-25): [1321, 628, 1569, 653]
- column-economy-right: [298, 52, 474, 942]
- foreign-exchanges-text: Σῖτος: Λίβερπουλ Ὀκτώβριος 11½ 1/2, Δεκέμβριος 15/9 3/4 Σικάγο (κλείσιμον Τετάρτης) Μάϊος 163 5/8, Σεπτέμβριος 160 1/4 Δεκέμβριος 160 1/8. Ζάχαρις Λονδίνον Μάρτιος 16/0 3/4 Μάϊος 16/3 1/4, Δεκέμβριος 15/9 3/4. Καφὲς Νέας Ὑόρκης (κλείσιμον 19) Ἰούλιος 14. 39. Βάμβαξ Λίβερπουλ κλείσιμον 19 Αὐγούστου 12. 68.: [298, 281, 474, 454]
- states-text: ΑΘΗΝΑΙ 20.— Ἀπεσάλη πρὸς δημοσίευσιν εἰς τὴν Ἐφημερίδα τῆς Κυβερνήσεως τὸ διάταγμα περὶ ἀναδιοργανώσεως τῶν εἰς τὴν Διοικητικὴν διαίρεσιν τοῦ Κράτους. Παρατείνεται ἡ προθεσμία διὰ τὴν ἀνάθεσιν τῶν καταλόγων μέχρι τέλους Αὐγούστου.: [688, 404, 894, 520]
- army-sign: Θεσ/νίκη τῇ 20ῇ Αὐγούστου 1925 (447) Θ. Γ. Χελιώτης: [693, 984, 894, 1009]
- works-text: Ἀριθ. πρωτ. 2359. Τὰ ἀναγραφέντα εἰς τὴν ἐγκύκλιον καὶ τὴν προκήρυξιν τοῦ Ὑπουργείου Συγκοινωνίας περὶ ἐκτελέσεως τῶν ἔργων ὁδοποιίας Παπανικολάου Κυβερνητικὸν Ἐπιτρόπου. Ὁ κ. Παπανικολάου ζητήσας νὰ μάθῃ εἰς ποίαν κατάστασιν εὑρίσκεται ἡ ὑπόθεσίς του, ἔλαβε τὴν ἀπάντησιν ὅτι ἡ ὑπόθεσις εὑρίσκεται ἐν ἐξελίξει.: [482, 724, 680, 883]
- clinic-role: (ΧΕΙΡΟΥΡΓΟΥ): [1333, 1951, 1437, 1967]
- bank-title: Η ΠΡΟΣΦΥΓΙΚΗ ΤΡΑΠΕΖΑ: [909, 356, 1093, 372]
- invite2-title: ΠΡΟΣΚΛΗΣΙΣ: [954, 515, 1048, 531]
- clinic-ad-wrap: [1198, 1870, 1572, 2100]
- grapes-title: ΠΩΛΗΣΙΣ ΣΤΑΦΥΛΩΝ: [925, 654, 1077, 670]
- row-value: ὀκ. 15.000: [621, 1110, 680, 1124]
- table-row: [482, 1125, 680, 1140]
- row-name: Κ. Νεβόλιανη: [482, 1139, 558, 1153]
- table-row: [56, 220, 296, 235]
- pandou-ship-label: Τὸ ἀτμόπλοιον: [227, 1040, 303, 1052]
- invite-text: Ὁ Σύνδεσμος Ὀπισθοπαλῶν Θεσσαλονίκης καλεῖ τὰ μέλη αὐτοῦ εἰς γενικὴν συνέλευσιν τὴν προσεχῆ Κυριακὴν 23ην τρέχοντος μηνὸς καὶ ὥραν 12ην π.μ.: [688, 1044, 894, 1116]
- elafos-ad-wrap: [1108, 1650, 1572, 1825]
- row-value: ὀκ. 15.000: [621, 1139, 680, 1153]
- marasleion-items: 1) ΕΜΠΟΡΙΚΗΝ ΣΧΟΛΗΝ 2) ΚΛΑΣΙΚΟΝ ΓΥΜΝΑΣΙΟΝ 3) ΠΛΗΡΕΣ ΕΞΑΤΑΞΙΟΝ ΔΗΜΟΤΙΚΟΝ ΣΧΟΛΕΙΟΝ 4) ΜΟΝΟΤΑΞΙΟΝ ΛΟΓΙΣΤΙΚΟΝ ΤΜΗΜΑ 5) ΟΙΚΟΤΡΟΦΕΙΟΝ ΑΡΡΕΝΩΝ: [1117, 1396, 1562, 1434]
- konayan-text: ΑΘΗΝΑΙ 20.— Ὁ κ. Κονδύλης ἐδήλωσεν ὅτι διὰ νὰ ἐξασφαλισθῇ ἡ συνεργασία ἔχει ὑπόψει τὴν ἀνάγκην νὰ γίνουν ἐκλογαί.: [688, 559, 894, 617]
- great-day-ad: [688, 1344, 894, 1567]
- grapes-text: Πωλοῦνται 300-350 φορτία σταφυλῶν καλῆς ποιότητος εἰς τὸν ἀμπελῶνα τοῦ Ἁγίου Διονυσίου ἐν Σοχῷ. Πληροφορίαι εἰς τὰ Γραφεῖα τῆς Ἐφημερίδος.: [898, 674, 1104, 746]
- masthead-rule: [56, 42, 1572, 44]
- tailors-title: ΠΤΑΙΣΜΑΤΟΔΙΚΕΙΟΝ: [717, 626, 865, 642]
- kyrioi-shop: ΘΕΟΧΑΡΟΥΣ ΣΙΟΥΝΤΑ ΥΙΩΝ: [145, 1589, 385, 1607]
- woman-illustration: [984, 1286, 1104, 1426]
- kyriakidou-ship: ΑΛΚΜΗΝΗ: [217, 1206, 313, 1225]
- great-day-text: εἶνε ἡ σημερινὴ ἡ ὁποία σημειοῦται τὴν προβολὴν εἰς τὸ: [700, 1383, 882, 1408]
- row-name: Ἑλβετικόν: [56, 250, 115, 264]
- school-title: ΕΛΛΗΝΟΓΑΛΛΙΚΑ ΕΚΠΑΙΔΕΥΤΗΡΙΑ: [112, 1317, 418, 1336]
- elafos-ad: [1108, 1656, 1572, 1832]
- table-row: [56, 176, 296, 191]
- foreign-securities-text: Γαλλικὰ.—Ὁμολογίαι Κτηματικῆς Πίστεως Παρισίων 1871 φρ. Γαλλικά 291.— 1875 φρ. γαλ. 330.— 1894 96 φρ. γαλ. 161.— 1890 φρ. γαλ. 104.— Κτημ. Γαλλ. Πίστεως (Κοινοτικά) 1879 φρ. 425.= Κτημ. Γαλλ. Πίστεως (Φονικά) 1885 φρ. Γαλλ. 200.— (Φονικῷ) 1893 φρ. Γαλλ. 210.— Τουρκικὸν Σιδ. Ἀνατολ. Ρουμελίας λιρ. 9.— Ἐσωτ. Ὀθ. δάνειον Ἰουλίου 1918 λ. 33.— Σιδ. Ἀνατολῆς Ι. 20.— Σειρὰ Π λιρ. 19.— Σειρὰ ΙΙΙ λιρ. 18.: [56, 540, 295, 669]
- table-row: [56, 280, 296, 295]
- army-text: Ἀριθ. Πρωτ. 14192. Ἡ Γενικὴ Ἀποθήκη Ὑλικοῦ Στρατοῦ Θεσ/νίκης διακηρύττει ὅτι προσεκτέθησαν ἔλεγχοι προμήθειας διὰ τὴν ἐξαίρετον τῶν ζητηθεισῶν ποσοτήτων ὑλικοῦ διὰ τὸν μῆνα Σεπτέμβριον.: [688, 872, 894, 973]
- bank-text: ΑΘΗΝΑΙ 20 — Τὴν μεσημβρίαν συνῆλθε καὶ συνεδρίασε τὸ Συμβούλιον τῆς Τραπέζης. Προεδρεύσαντος τοῦ κ. Ἀθ. Ἀργυροπούλου ἀπεφάσισε 1) Νὰ προστεθοῦν εἰς τὰς ὑπηρεσίας τὰ ὑποκαταστήματα τῶν ἐπαρχιῶν. 2) Νὰ καταργηθῇ ἡ Δ/νσις Ἀποκαταστάσεως.: [898, 375, 1104, 505]
- advise-text: Συμβουλεύσατε τοὺς φίλους σας νὰ δοκιμάσουν τὰ ἐπίσημα γλυκίσματα τοῦ ΜΟΥΖΟΝ διὰ νὰ ἐπειγοῦν τοὺς λευκοτέρους γλυκίσματα.: [698, 1606, 884, 1657]
